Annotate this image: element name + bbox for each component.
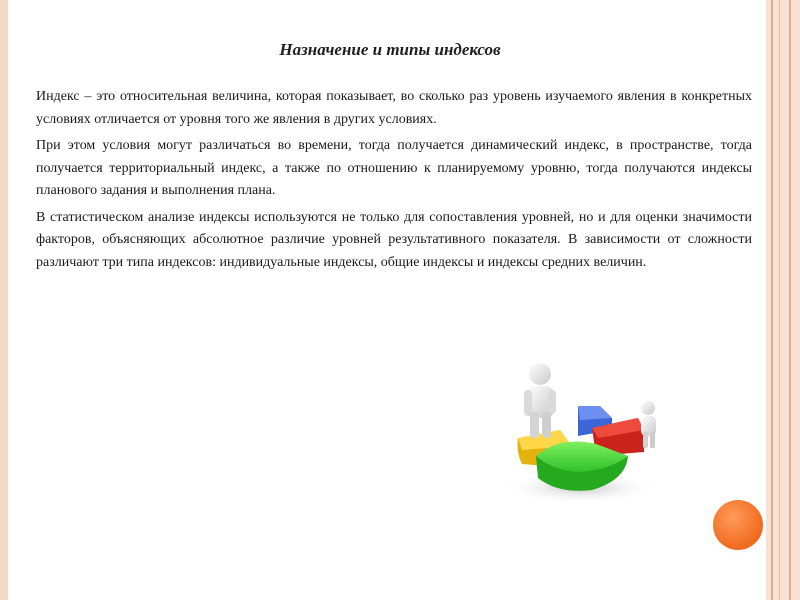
orange-circle-decoration (713, 500, 763, 550)
figure-large (524, 363, 556, 438)
pie-chart-with-figures-icon (500, 360, 675, 510)
paragraph-analysis: В статистическом анализе индексы используются не только для сопоставления уровней, но и для оценки значимости факторов, объясняющих абсолютное различие уровней результативного показателя. В зависимости от сложности различают три типа индексов: индивидуальные индексы, общие индексы и индексы средних величин. (36, 209, 752, 270)
paragraph-definition: Индекс – это относительная величина, которая показывает, во сколько раз уровень изучаемого явления в конкретных условиях отличается от уровня того же явления в других условиях. (36, 89, 752, 127)
slide-title: Назначение и типы индексов (279, 40, 501, 59)
pie-illustration-svg (500, 360, 675, 510)
paragraph-conditions: При этом условия могут различаться во времени, тогда получается динамический индекс, в пространстве, тогда получается территориальный индекс, а также по отношению к планируемому уровню, тогда получаются индексы планового задания и выполнения плана. (36, 138, 752, 198)
frame-stripe (779, 0, 780, 600)
figure-small (641, 401, 656, 448)
frame-stripe (771, 0, 773, 600)
left-frame-border (0, 0, 8, 600)
pie-slice-blue-top (578, 406, 612, 420)
slide-body (36, 86, 752, 278)
frame-stripe (789, 0, 791, 600)
